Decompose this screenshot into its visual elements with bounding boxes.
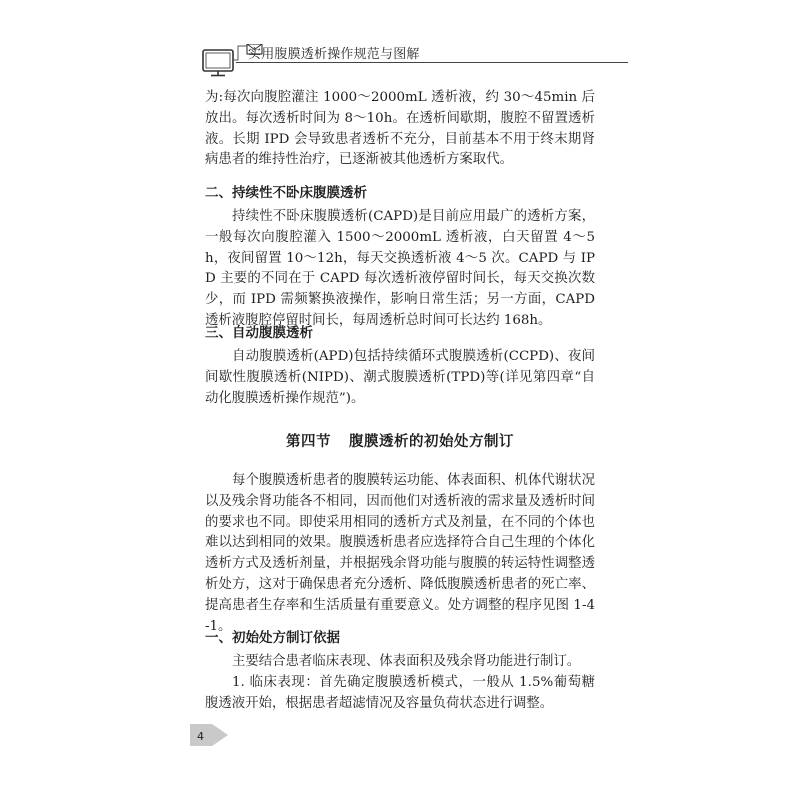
section-number: 第四节 — [286, 434, 331, 450]
paragraph-clinical: 1. 临床表现：首先确定腹膜透析模式，一般从 1.5%葡萄糖腹透液开始，根据患者超滤情况及容量负荷状态进行调整。 — [205, 675, 595, 711]
running-header-title: 实用腹膜透析操作规范与图解 — [248, 47, 420, 62]
heading-capd: 二、持续性不卧床腹膜透析 — [205, 185, 367, 201]
page-number: 4 — [197, 730, 204, 743]
paragraph-capd: 持续性不卧床腹膜透析(CAPD)是目前应用最广的透析方案，一般每次向腹腔灌入 1500～2000mL 透析液，白天留置 4～5h，夜间留置 10～12h，每天交换透析液 4～5 次。CAPD 与 IPD 主要的不同在于 CAPD 每次透析液停留时间长，每天交换次数少，而 IPD 需频繁换液操作，影响日常生活；另一方面，CAPD 透析液腹腔停留时间长，每周透析总时间可长达约 168h。 — [205, 209, 595, 328]
heading-apd: 三、自动腹膜透析 — [205, 325, 313, 341]
paragraph-intro: 每个腹膜透析患者的腹膜转运功能、体表面积、机体代谢状况以及残余肾功能各不相同，因而他们对透析液的需求量及透析时间的要求也不同。即使采用相同的透析方式及剂量，在不同的个体也难以达到相同的效果。腹膜透析患者应选择符合自己生理的个体化透析方式及透析剂量，并根据残余肾功能与腹膜的转运特性调整透析处方，这对于确保患者充分透析、降低腹膜透析患者的死亡率、提高患者生存率和生活质量有重要意义。处方调整的程序见图 1-4-1。 — [205, 473, 595, 634]
paragraph-basis: 主要结合患者临床表现、体表面积及残余肾功能进行制订。 — [232, 654, 581, 669]
heading-initial-basis: 一、初始处方制订依据 — [205, 630, 340, 646]
section-title — [205, 430, 595, 451]
section-name: 腹膜透析的初始处方制订 — [349, 434, 514, 450]
header-rule — [236, 62, 628, 63]
paragraph-apd: 自动腹膜透析(APD)包括持续循环式腹膜透析(CCPD)、夜间间歇性腹膜透析(NIPD)、潮式腹膜透析(TPD)等(详见第四章“自动化腹膜透析操作规范”)。 — [205, 349, 595, 406]
page-number-tab — [190, 724, 230, 746]
paragraph-ipd-cont: 为:每次向腹腔灌注 1000～2000mL 透析液，约 30～45min 后放出。每次透析时间为 8～10h。在透析间歇期，腹腔不留置透析液。长期 IPD 会导致患者透析不充分，目前基本不用于终末期肾病患者的维持性治疗，已逐渐被其他透析方案取代。 — [205, 90, 595, 168]
